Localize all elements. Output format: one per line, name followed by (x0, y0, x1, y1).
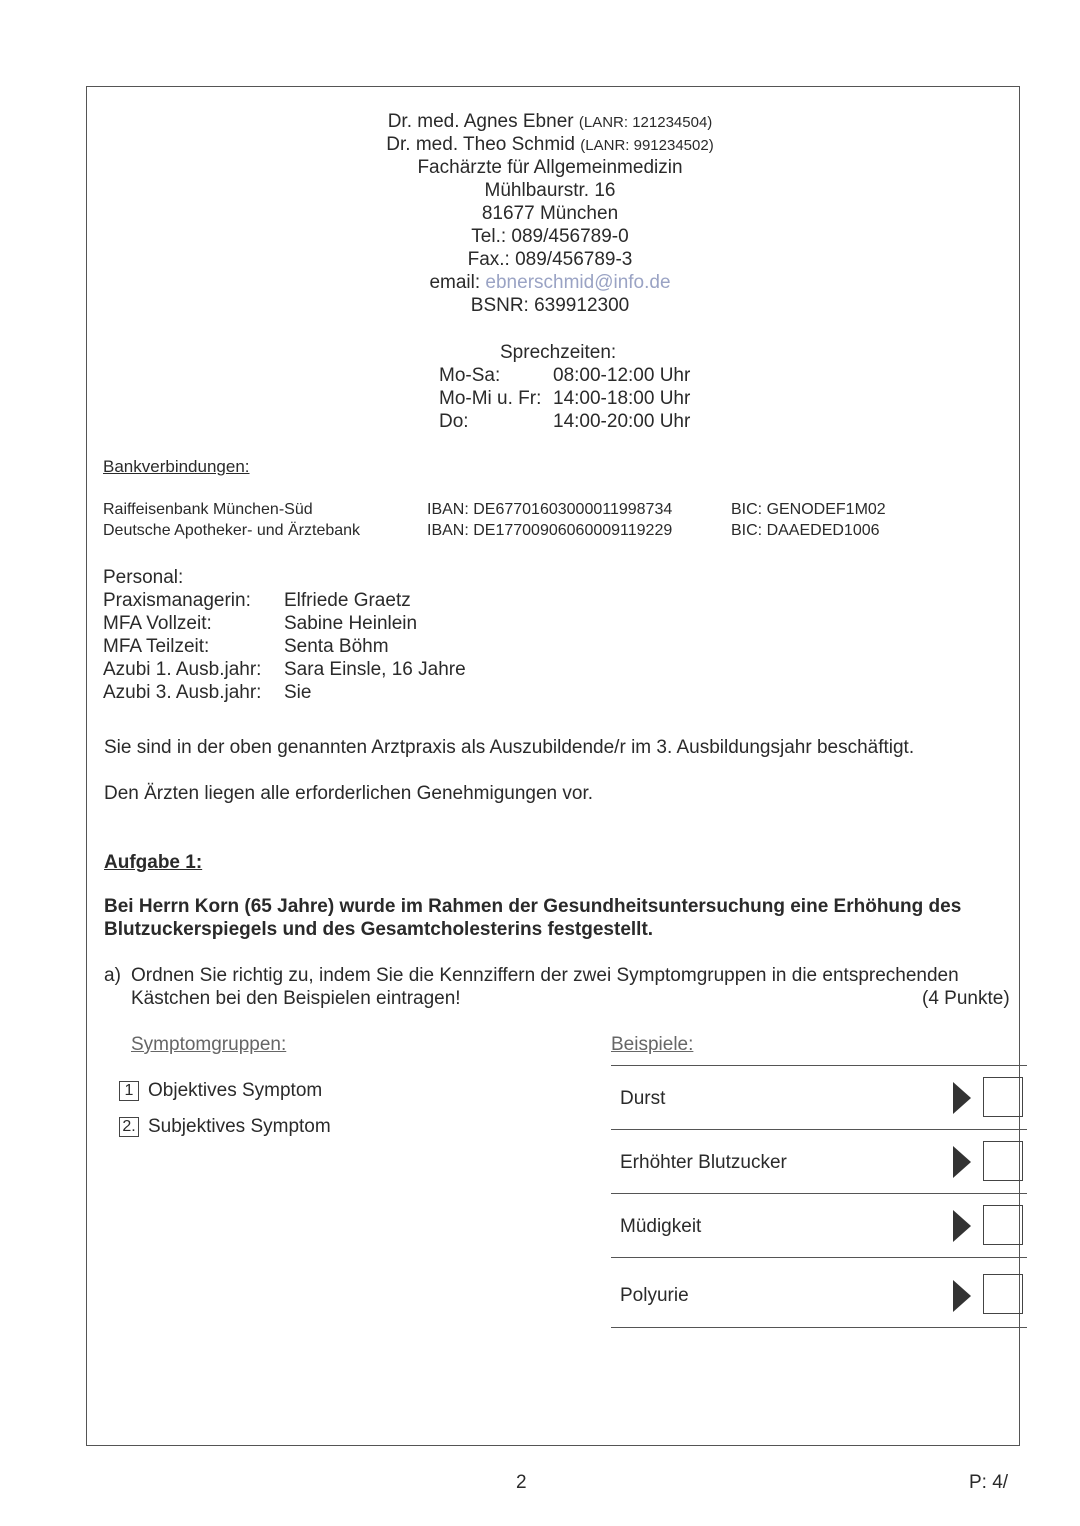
hours-time-1: 08:00-12:00 Uhr (553, 365, 691, 386)
hours-time-2: 14:00-18:00 Uhr (553, 388, 691, 409)
bank-title: Bankverbindungen: (103, 457, 250, 476)
phone: Tel.: 089/456789-0 (471, 226, 629, 247)
task-bold-line-2: Blutzuckerspiegels und des Gesamtcholesterins festgestellt. (104, 919, 654, 940)
group-label-1: Objektives Symptom (148, 1080, 323, 1101)
street: Mühlbaurstr. 16 (484, 180, 616, 201)
group-number-box-2: 2. (119, 1117, 139, 1137)
bank1-name: Raiffeisenbank München-Süd (103, 501, 313, 518)
intro-line-1: Sie sind in der oben genannten Arztpraxis als Auszubildende/r im 3. Ausbildungsjahr beschäftigt. (104, 737, 915, 758)
staff-role-5: Azubi 3. Ausb.jahr: (103, 682, 262, 703)
doctor2-line (300, 133, 800, 157)
examples-divider-bottom (611, 1327, 1027, 1328)
doctor1-name: Dr. med. Agnes Ebner (387, 111, 574, 132)
answer-box-4[interactable] (983, 1274, 1023, 1314)
bank1-iban: IBAN: DE67701603000011998734 (427, 501, 673, 518)
task-bold-line-1: Bei Herrn Korn (65 Jahre) wurde im Rahmen der Gesundheitsuntersuchung eine Erhöhung des (104, 896, 962, 917)
bank2-bic: BIC: DAAEDED1006 (731, 522, 880, 539)
examples-divider-2 (611, 1193, 1027, 1194)
group-number-box-1: 1 (119, 1081, 139, 1101)
staff-name-4: Sara Einsle, 16 Jahre (284, 659, 466, 680)
example-label-2: Erhöhter Blutzucker (620, 1152, 787, 1173)
bank1-bic: BIC: GENODEF1M02 (731, 501, 886, 518)
task-a-label: a) (104, 965, 121, 986)
staff-name-1: Elfriede Graetz (284, 590, 411, 611)
staff-title: Personal: (103, 567, 184, 588)
intro-line-2: Den Ärzten liegen alle erforderlichen Genehmigungen vor. (104, 783, 594, 804)
doctor1-line (300, 110, 800, 134)
triangle-arrow-icon (953, 1146, 971, 1178)
answer-box-2[interactable] (983, 1141, 1023, 1181)
example-label-1: Durst (620, 1088, 666, 1109)
doctor2-lanr: (LANR: 991234502) (580, 137, 714, 154)
triangle-arrow-icon (953, 1280, 971, 1312)
group-label-2: Subjektives Symptom (148, 1116, 331, 1137)
hours-title: Sprechzeiten: (500, 342, 617, 363)
doctor1-lanr: (LANR: 121234504) (578, 114, 713, 131)
bsnr: BSNR: 639912300 (470, 295, 630, 316)
hours-days-2: Mo-Mi u. Fr: (439, 388, 542, 409)
triangle-arrow-icon (953, 1210, 971, 1242)
doctor2-name: Dr. med. Theo Schmid (386, 134, 575, 155)
examples-title: Beispiele: (611, 1034, 694, 1055)
email-link[interactable]: ebnerschmid@info.de (485, 272, 671, 293)
examples-divider-1 (611, 1129, 1027, 1130)
examples-divider-3 (611, 1257, 1027, 1258)
hours-days-1: Mo-Sa: (439, 365, 501, 386)
task-title: Aufgabe 1: (104, 852, 203, 873)
task-a-line-1: Ordnen Sie richtig zu, indem Sie die Kennziffern der zwei Symptomgruppen in die entsprechenden (131, 965, 959, 986)
example-label-4: Polyurie (620, 1285, 689, 1306)
page-number: 2 (516, 1472, 527, 1493)
fax: Fax.: 089/456789-3 (467, 249, 633, 270)
example-label-3: Müdigkeit (620, 1216, 702, 1237)
page-code: P: 4/ (969, 1472, 1009, 1493)
staff-name-5: Sie (284, 682, 312, 703)
staff-name-3: Senta Böhm (284, 636, 389, 657)
answer-box-1[interactable] (983, 1077, 1023, 1117)
hours-days-3: Do: (439, 411, 469, 432)
email-label: email: (429, 272, 481, 293)
staff-role-2: MFA Vollzeit: (103, 613, 212, 634)
groups-title: Symptomgruppen: (131, 1034, 287, 1055)
hours-time-3: 14:00-20:00 Uhr (553, 411, 691, 432)
answer-box-3[interactable] (983, 1205, 1023, 1245)
staff-role-4: Azubi 1. Ausb.jahr: (103, 659, 262, 680)
task-a-line-2: Kästchen bei den Beispielen eintragen! (131, 988, 461, 1009)
task-points: (4 Punkte) (922, 988, 1010, 1009)
bank2-name: Deutsche Apotheker- und Ärztebank (103, 522, 361, 539)
examples-divider-top (611, 1065, 1027, 1066)
staff-name-2: Sabine Heinlein (284, 613, 418, 634)
specialty: Fachärzte für Allgemeinmedizin (417, 157, 683, 178)
email-line (300, 271, 800, 294)
staff-role-1: Praxismanagerin: (103, 590, 251, 611)
triangle-arrow-icon (953, 1082, 971, 1114)
city: 81677 München (481, 203, 619, 224)
bank2-iban: IBAN: DE17700906060009119229 (427, 522, 673, 539)
staff-role-3: MFA Teilzeit: (103, 636, 210, 657)
